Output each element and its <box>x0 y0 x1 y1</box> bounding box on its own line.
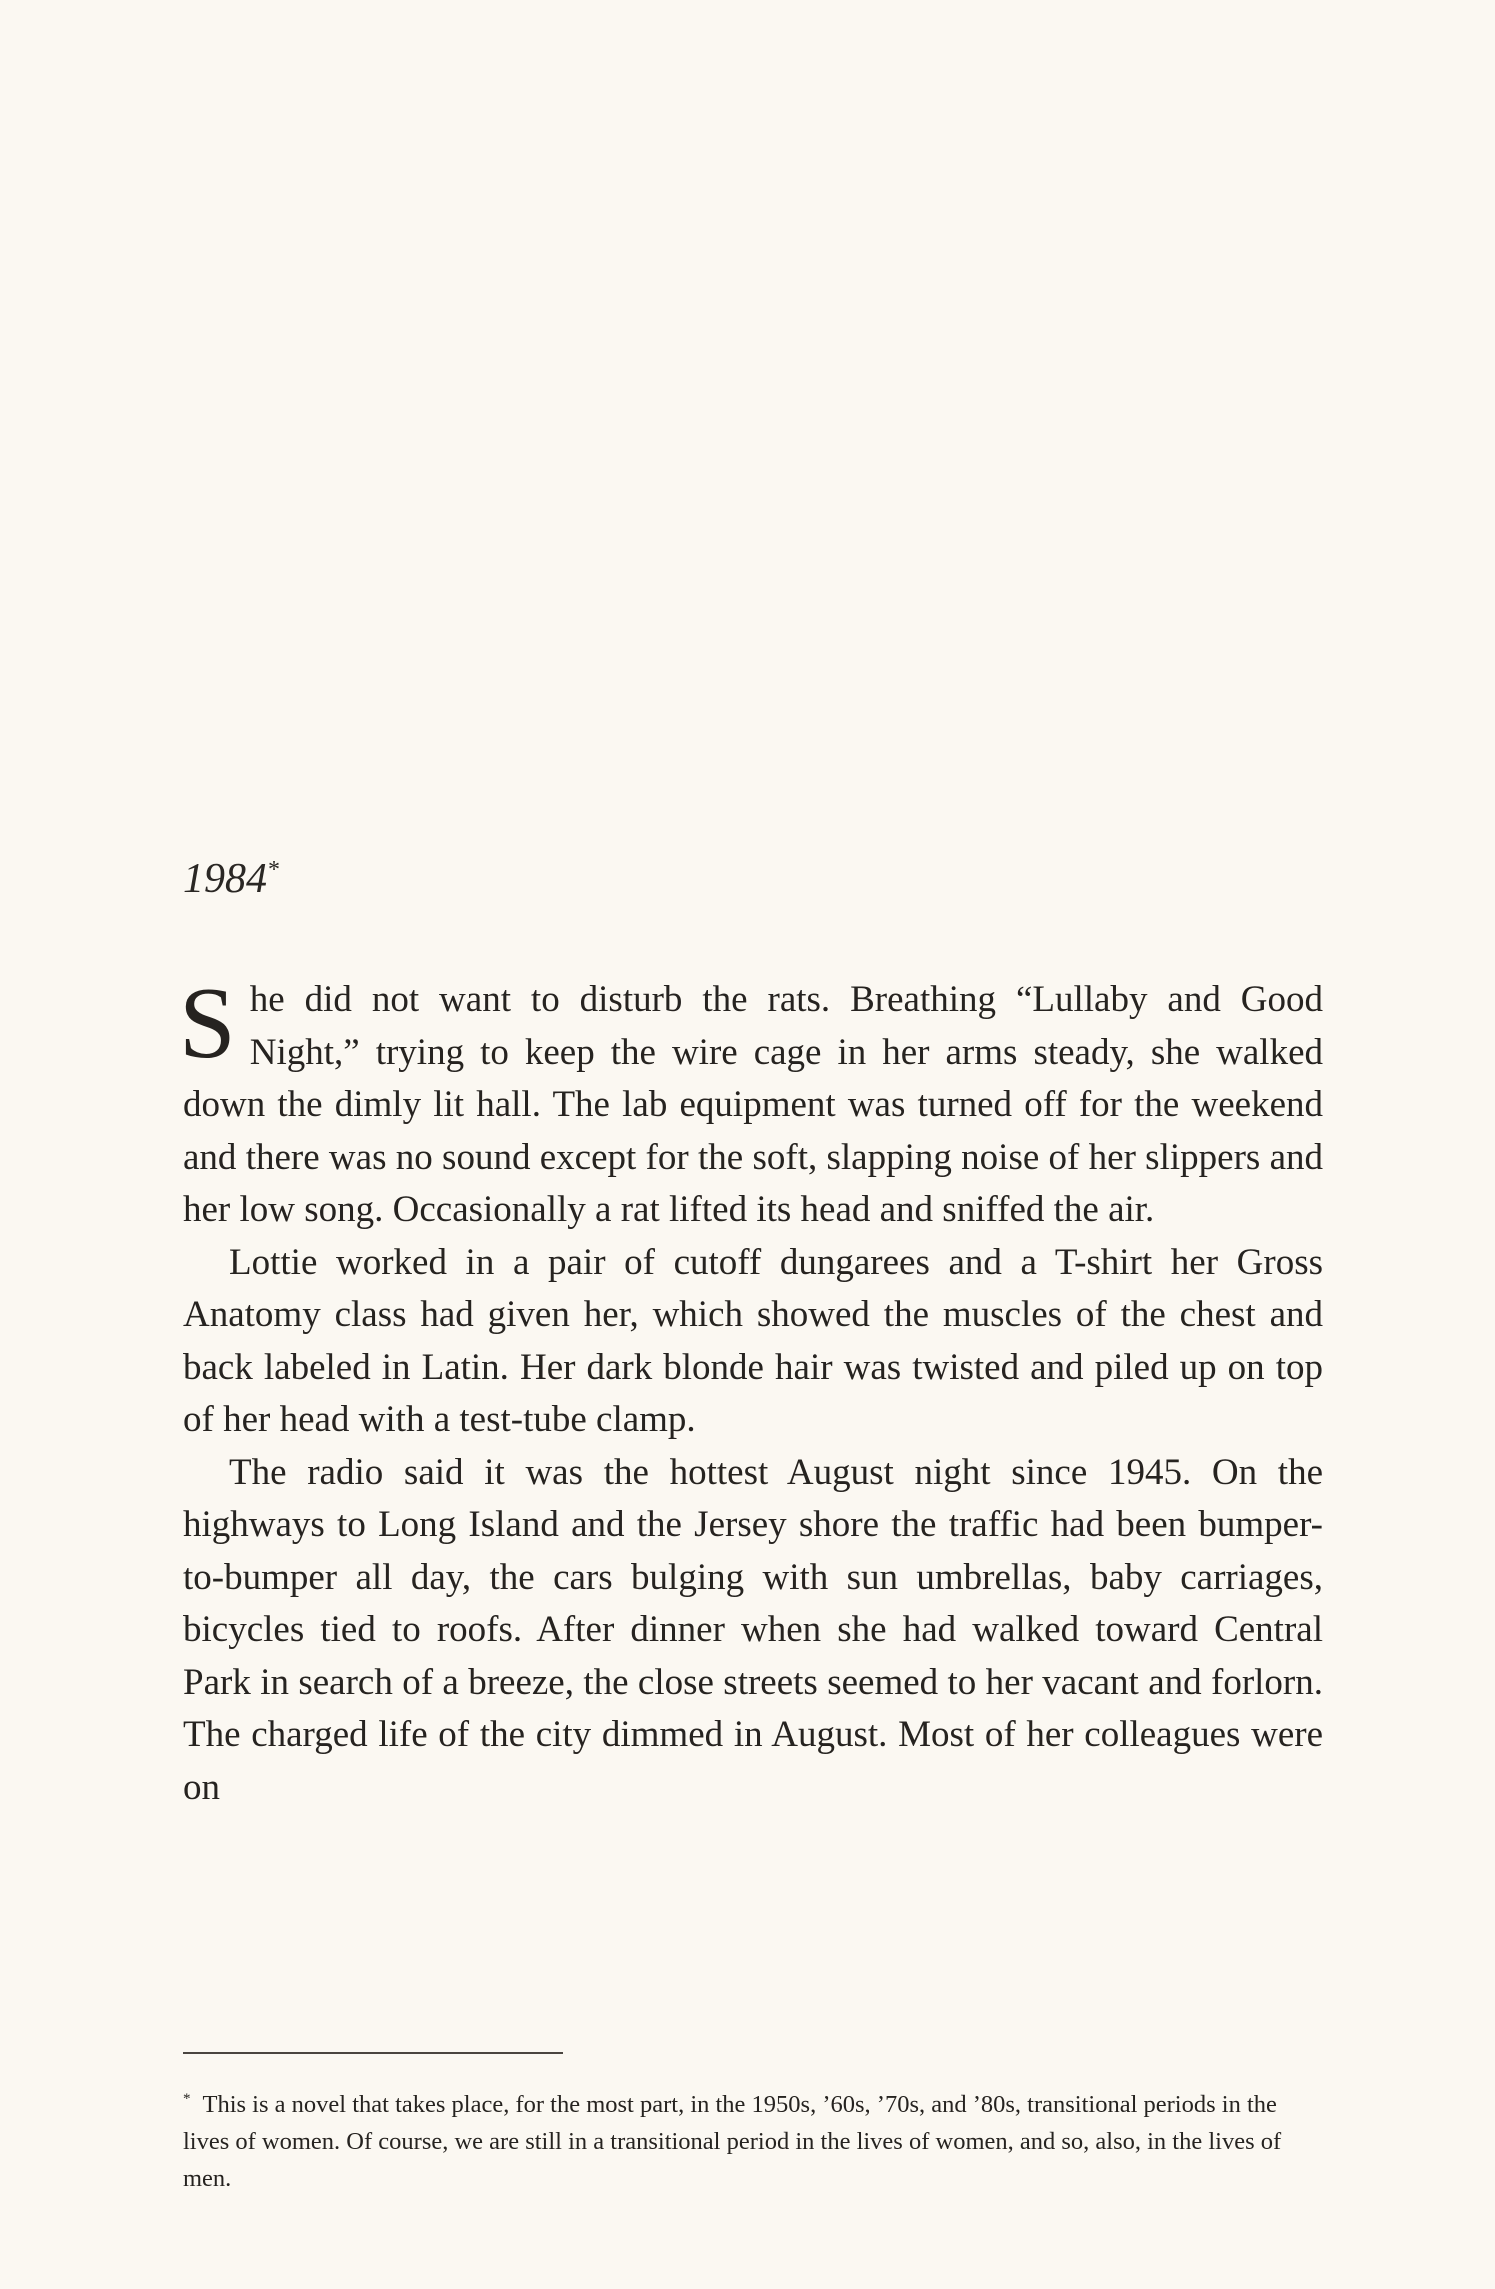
paragraph-1-text: he did not want to disturb the rats. Breathing “Lullaby and Good Night,” trying to keep the wire cage in her arms steady, she walked down the dimly lit hall. The lab equipment was turned off for the weekend and there was no sound except for the soft, slapping noise of her slippers and her low song. Occasionally a rat lifted its head and sniffed the air. <box>183 979 1323 1230</box>
chapter-heading <box>183 858 280 900</box>
paragraph-2: Lottie worked in a pair of cutoff dungarees and a T-shirt her Gross Anatomy class had given her, which showed the muscles of the chest and back labeled in Latin. Her dark blonde hair was twisted and piled up on top of her head with a test-tube clamp. <box>183 1241 1323 1440</box>
body-text <box>179 967 1323 1814</box>
paragraph-3: The radio said it was the hottest August night since 1945. On the highways to Long Island and the Jersey shore the traffic had been bumper-to-bumper all day, the cars bulging with sun umbrellas, baby carriages, bicycles tied to roofs. After dinner when she had walked toward Central Park in search of a breeze, the close streets seemed to her vacant and forlorn. The charged life of the city dimmed in August. Most of her colleagues were on <box>183 1451 1323 1808</box>
chapter-year: 1984 <box>183 856 267 902</box>
footnote-divider <box>183 2052 563 2054</box>
footnote <box>183 2081 1323 2197</box>
footnote-marker: * <box>183 2091 191 2107</box>
drop-cap: S <box>179 967 236 1080</box>
heading-footnote-marker: * <box>268 857 280 883</box>
paragraph-1 <box>179 967 1323 1237</box>
footnote-text: This is a novel that takes place, for the most part, in the 1950s, ’60s, ’70s, and ’80s, transitional periods in the lives of women. Of course, we are still in a transitional period in the lives of women, and so, also, in the lives of men. <box>183 2091 1282 2193</box>
